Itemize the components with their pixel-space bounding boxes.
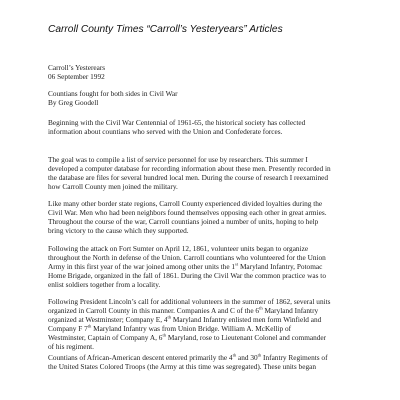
paragraph-line: The goal was to compile a list of service personnel for use by researchers. This summer I xyxy=(48,155,308,164)
paragraph-line: enlist soldiers together from a locality. xyxy=(48,279,161,289)
article-author: By Greg Goodell xyxy=(48,97,99,107)
paragraph-line: of his regiment. xyxy=(48,341,95,351)
article-title: Countians fought for both sides in Civil War xyxy=(48,89,178,98)
paragraph-line: Army in this first year of the war joined among other units the 1st Maryland Infantry, Potomac xyxy=(48,261,323,271)
paragraph-line: Like many other border state regions, Carroll County experienced divided loyalties during the xyxy=(48,199,323,208)
article-byline xyxy=(48,90,364,108)
paragraph-line: Company F 7th Maryland Infantry was from Union Bridge. William A. McKellip of xyxy=(48,323,292,333)
paragraph-line: Westminster, Captain of Company A, 6th Maryland, rose to Lieutenant Colonel and commander xyxy=(48,332,327,342)
paragraph-line: Beginning with the Civil War Centennial of 1961-65, the historical society has collected xyxy=(48,118,306,127)
paragraph-line: Following the attack on Fort Sumter on April 12, 1861, volunteer units began to organize xyxy=(48,244,309,253)
paragraph-2 xyxy=(48,156,364,192)
paragraph-line: Throughout the course of the war, Carroll countians joined a number of units, hoping to help xyxy=(48,216,319,226)
paragraph-4 xyxy=(48,245,364,290)
paragraph-line: Home Brigade, organized in the fall of 1861. During the Civil War the common practice was to xyxy=(48,270,326,280)
paragraph-line: Civil War. Men who had been neighbors found themselves opposing each other in great armies. xyxy=(48,207,327,217)
paragraph-line: the United States Colored Troops (the Army at this time was segregated). These units began xyxy=(48,361,316,371)
paragraph-line: the database are files for several hundred local men. During the course of research I reexamined xyxy=(48,172,328,182)
article-date: 06 September 1992 xyxy=(48,71,105,81)
article-meta xyxy=(48,64,364,82)
document-header-title: Carroll County Times “Carroll’s Yesteryears” Articles xyxy=(48,24,283,35)
paragraph-line: organized in Carroll County in this manner. Companies A and C of the 6th Maryland Infantry xyxy=(48,305,319,315)
paragraph-6 xyxy=(48,354,364,372)
paragraph-line: information about countians who served with the Union and Confederate forces. xyxy=(48,126,283,136)
paragraph-3 xyxy=(48,200,364,236)
paragraph-line: Countians of African-American descent entered primarily the 4th and 30th Infantry Regiments of xyxy=(48,352,328,362)
paragraph-line: bring victory to the cause which they supported. xyxy=(48,225,189,235)
paragraph-line: Following President Lincoln’s call for additional volunteers in the summer of 1862, several units xyxy=(48,297,331,306)
paragraph-line: organized at Westminster; Company E, 4th Maryland Infantry enlisted men form Winfield and xyxy=(48,314,322,324)
paragraph-line: throughout the North in defense of the Union. Carroll countians who volunteered for the Union xyxy=(48,252,326,262)
paragraph-line: developed a computer database for recording information about these men. Presently recorded in xyxy=(48,163,331,173)
paragraph-line: how Carroll County men joined the military. xyxy=(48,181,178,191)
paragraph-1 xyxy=(48,119,364,137)
paragraph-5 xyxy=(48,298,364,351)
column-name: Carroll’s Yesterears xyxy=(48,63,106,72)
